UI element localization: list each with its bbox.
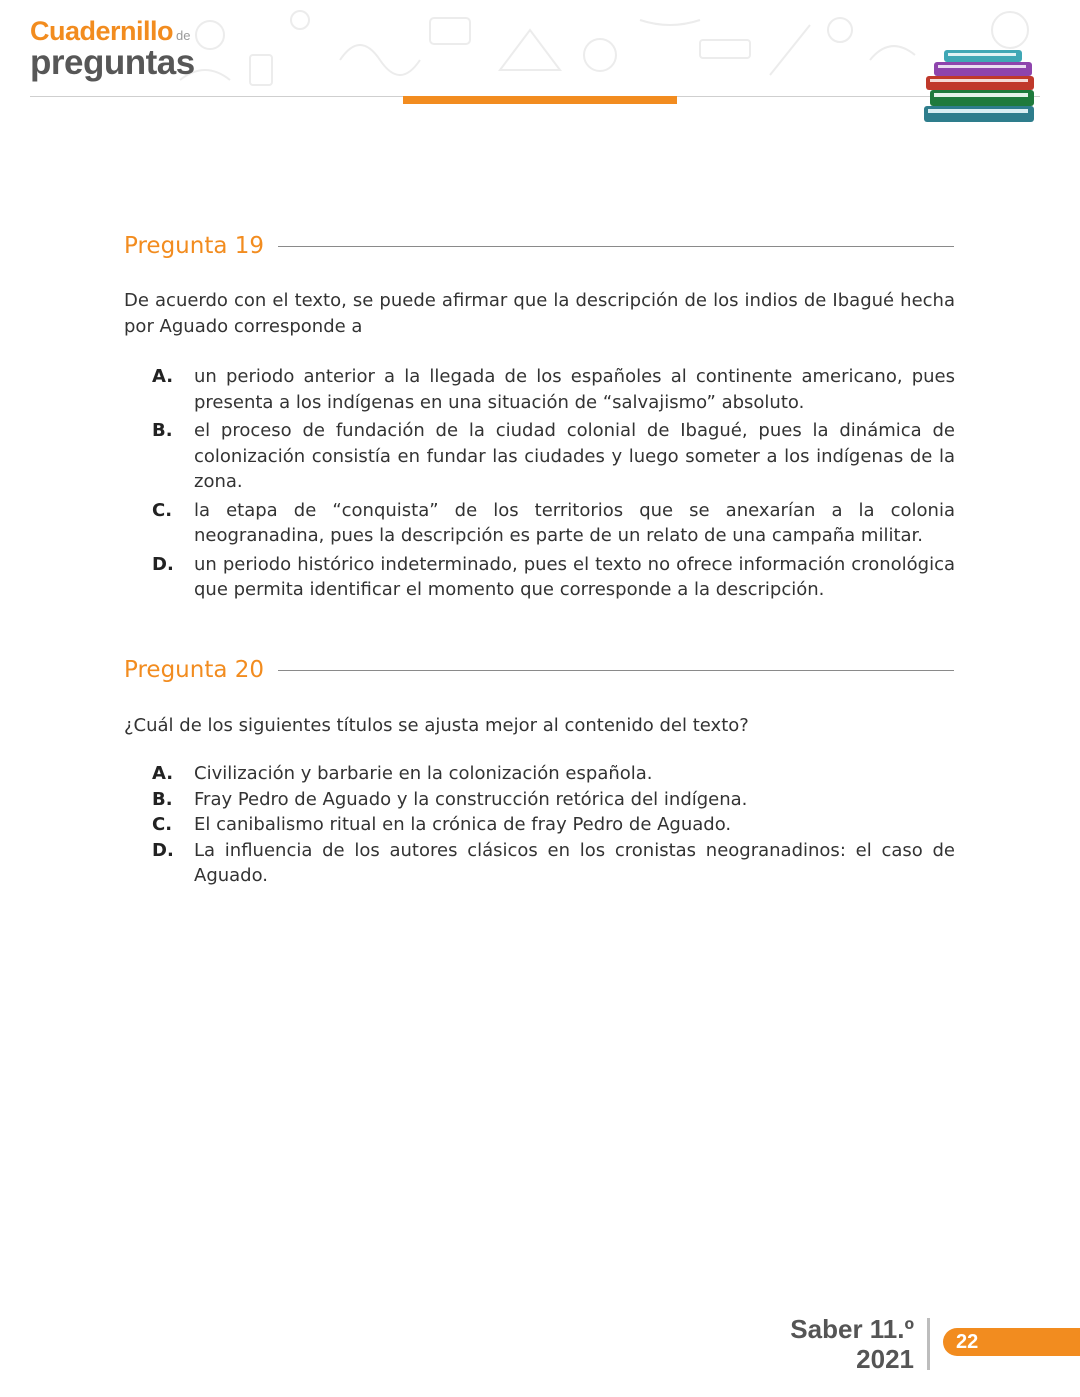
- brand-title-de: de: [176, 28, 191, 43]
- question-20-options: [152, 761, 955, 889]
- option-text: un periodo anterior a la llegada de los españoles al continente americano, pues presenta a los indígenas en una situación de “salvajismo” absoluto.: [194, 366, 955, 413]
- footer-year: 2021: [856, 1344, 914, 1374]
- question-19-rule: [278, 246, 954, 247]
- option-text: La influencia de los autores clásicos en los cronistas neogranadinos: el caso de Aguado.: [194, 839, 955, 886]
- question-19-option-a[interactable]: [152, 364, 955, 415]
- question-20-option-b[interactable]: [152, 787, 955, 813]
- footer-divider: [927, 1318, 930, 1370]
- header-accent-bar: [403, 96, 677, 104]
- page-number: 22: [956, 1331, 979, 1353]
- question-19-stem: De acuerdo con el texto, se puede afirmar que la descripción de los indios de Ibagué hecha por Aguado corresponde a: [124, 290, 955, 337]
- question-20-option-c[interactable]: [152, 812, 955, 838]
- question-19-option-b[interactable]: [152, 418, 955, 495]
- stacked-books-icon: [920, 44, 1042, 130]
- option-letter: B.: [152, 420, 173, 441]
- footer-exam-label: [790, 1314, 914, 1374]
- question-20-header: [124, 655, 954, 685]
- page-footer: [0, 1310, 1080, 1390]
- option-text: un periodo histórico indeterminado, pues el texto no ofrece información cronológica que permita identificar el momento que corresponde a la descripción.: [194, 553, 955, 600]
- question-19-title: Pregunta 19: [124, 233, 265, 259]
- question-20-title: Pregunta 20: [124, 657, 265, 683]
- option-letter: A.: [152, 763, 174, 784]
- brand-title-top: Cuadernillo: [30, 16, 174, 46]
- question-19-option-c[interactable]: [152, 498, 955, 549]
- brand-title-bottom: preguntas: [30, 43, 195, 82]
- footer-exam-name: Saber 11.º: [790, 1314, 914, 1344]
- option-letter: C.: [152, 814, 173, 835]
- option-letter: C.: [152, 499, 173, 521]
- option-text: El canibalismo ritual en la crónica de fray Pedro de Aguado.: [194, 814, 732, 835]
- option-letter: A.: [152, 366, 174, 387]
- question-19-options: [152, 364, 955, 603]
- question-20-stem: ¿Cuál de los siguientes títulos se ajusta mejor al contenido del texto?: [124, 715, 749, 736]
- brand-logo: [30, 18, 195, 80]
- page-header: [0, 0, 1080, 130]
- option-letter: B.: [152, 788, 173, 810]
- question-19-option-d[interactable]: [152, 552, 955, 603]
- option-text: Civilización y barbarie en la colonización española.: [194, 763, 653, 784]
- option-text: el proceso de fundación de la ciudad colonial de Ibagué, pues la dinámica de colonización consistía en fundar las ciudades y luego someter a los indígenas de la zona.: [194, 420, 955, 492]
- option-text: la etapa de “conquista” de los territorios que se anexarían a la colonia neogranadina, pues la descripción es parte de un relato de una campaña militar.: [194, 499, 955, 546]
- option-text: Fray Pedro de Aguado y la construcción retórica del indígena.: [194, 788, 748, 810]
- option-letter: D.: [152, 839, 174, 861]
- option-letter: D.: [152, 553, 174, 575]
- question-19-header: [124, 231, 954, 261]
- question-20-option-a[interactable]: [152, 761, 955, 787]
- question-20-rule: [278, 670, 954, 671]
- question-20-option-d[interactable]: [152, 838, 955, 889]
